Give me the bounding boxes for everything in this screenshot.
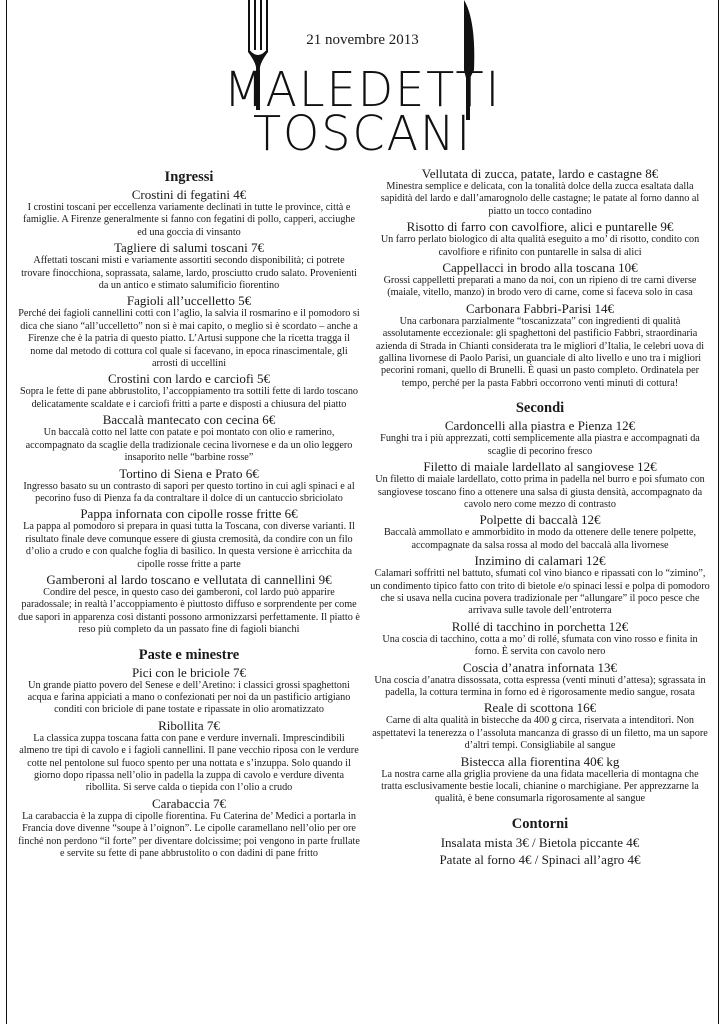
dish-name: Vellutata di zucca, patate, lardo e castagne 8€ [421,166,659,181]
dish-description: Funghi tra i più apprezzati, cotti semplicemente alla piastra e accompagnati da scaglie di pecorino fresco [380,433,700,457]
dish-description: Calamari soffritti nel battuto, sfumati col vino bianco e ripassati con lo “zimino”, un condimento tipico fatto con trito di bietole e/o spinaci lessi e polpa di pomodoro che si usava nella cucina povera tradizionale per “allungare” il poco pesce che arrivava sulle tavole dell’entroterra [370,568,710,617]
dish-description: Ingresso basato su un contrasto di sapori per questo tortino in cui agli spinaci e al pecorino fuso di Pienza fa da contraltare il dolce di un cantuccio sbriciolato [23,480,355,504]
dish-name: Rollé di tacchino in porchetta 12€ [451,618,629,634]
dish-name: Ribollita 7€ [158,717,220,733]
dish-description: Carne di alta qualità in bistecche da 400 g circa, riservata a intenditori. Non aspettatevi la tenerezza o l’assoluta mancanza di grasso di un filetto, ma un sapore d’altri tempi. Consigliabile al sangue [372,715,708,752]
dish-description: I crostini toscani per eccellenza variamente declinati in tutte le province, città e famiglie. A Firenze generalmente si fanno con fegatini di pollo, capperi, acciughe ed una goccia di vinsanto [22,202,356,238]
menu-item [370,660,710,700]
dish-name: Cardoncelli alla piastra e Pienza 12€ [444,418,636,434]
dish-name: Crostini di fegatini 4€ [131,187,247,202]
dish-description: Un farro perlato biologico di alta qualità eseguito a mo’ di risotto, condito con cavolfiore e rifinito con puntarelle in salsa di alici [380,234,700,258]
menu-item [370,754,710,806]
dish-name: Pappa infornata con cipolle rosse fritte 6€ [80,506,298,522]
menu-item [18,665,360,717]
logo-line-2: TOSCANI [252,104,473,162]
dish-name: Baccalà mantecato con cecina 6€ [102,412,276,428]
dish-name: Cappellacci in brodo alla toscana 10€ [442,260,638,276]
logo-line-1: MALEDETTI [223,60,502,118]
dish-name: Carbonara Fabbri-Parisi 14€ [465,300,615,316]
menu-item [18,371,360,411]
menu-item [18,718,360,795]
section-title-secondi: Secondi [515,400,565,417]
dish-description: Condire del pesce, in questo caso dei gamberoni, col lardo può apparire paradossale; in realtà l’accoppiamento è piuttosto diffuso e sorprendente per come due sapori in apparenza così distanti possono armonizzarsi perfettamente. Il piatto è reso più completo da un passato fine di fagioli bianchi [18,586,360,636]
menu-item [370,553,710,618]
menu-item [370,301,710,390]
dish-description: La pappa al pomodoro si prepara in quasi tutta la Toscana, con diverse varianti. Il risultato finale deve comunque essere di giusta cremosità, da condire con un filo d’olio a crudo e con qualche foglia di basilico. In questa versione è arricchita da cipolle rosse fritte a parte [23,521,355,570]
menu-item [18,796,360,861]
menu-item [18,293,360,370]
dish-description: Una coscia d’anatra dissossata, cotta espressa (venti minuti d’attesa); sgrassata in padella, la cottura termina in forno ed è rigorosamente medio sangue, rosata [374,674,706,698]
dish-description: Baccalà ammollato e ammorbidito in modo da ottenere delle tenere polpette, accompagnate da salsa rossa al modo del baccalà alla livornese [383,527,697,551]
menu-date: 21 novembre 2013 [306,32,419,48]
menu-item [18,466,360,506]
dish-name: Inzimino di calamari 12€ [474,553,606,569]
dish-name: Reale di scottona 16€ [483,700,597,716]
left-column [18,165,360,860]
contorni-line: Patate al forno 4€ / Spinaci all’agro 4€ [439,851,641,867]
section-title-ingressi: Ingressi [164,169,214,185]
right-column [370,165,710,868]
menu-item [370,260,710,300]
menu-item [370,619,710,659]
dish-description: Un grande piatto povero del Senese e dell’Aretino: i classici grossi spaghettoni acqua e farina appiciati a mano o confezionati per noi da un pastificio artigiano conditi con briciole di pane tostate e ripassate in olio aromatizzato [27,679,351,716]
dish-name: Bistecca alla fiorentina 40€ kg [460,753,620,769]
dish-name: Risotto di farro con cavolfiore, alici e puntarelle 9€ [406,219,674,235]
dish-description: Perché dei fagioli cannellini cotti con l’aglio, la salvia il rosmarino e il pomodoro si dica che siano “all’uccelletto” non si è mai capito, o meglio si è scordato – anche a Firenze che è la patria di questo piatto. L’Artusi suppone che la ricetta tragga il nome dal metodo di cottura col quale si facevano, in epoca rinascimentale, gli arrosti di uccellini [18,308,360,370]
dish-name: Polpette di baccalà 12€ [479,512,601,528]
menu-item [18,240,360,292]
menu-item [18,187,360,239]
section-title-contorni: Contorni [511,815,569,832]
dish-description: Un baccalà cotto nel latte con patate e poi montato con olio e ramerino, accompagnato da scaglie della tradizionale cecina livornese e da un olio leggero insaporito nelle “barbine rosse” [25,427,353,464]
menu-item [18,412,360,464]
dish-description: La classica zuppa toscana fatta con pane e verdure invernali. Imprescindibili almeno tre tipi di cavolo e i fagioli cannellini. Il pane vecchio riposa con le verdure cotte nel pentolone sul fuoco spento per una nottata e s’inzuppa. Solo quando il giorno dopo ripassa nell’olio in padella la zuppa di cavolo e verdure diventa ribollita. Si serve calda o tiepida con l’olio a crudo [19,732,359,794]
dish-name: Tagliere di salumi toscani 7€ [114,240,264,256]
dish-description: Affettati toscani misti e variamente assortiti secondo disponibilità; ci potrete trovare finocchiona, soprassata, salame, lardo, prosciutto crudo salato. Provenienti da un antico e stimato salumificio fiorentino [21,255,357,292]
dish-description: Una carbonara parzialmente “toscanizzata” con ingredienti di qualità assolutamente eccezionale: gli spaghettoni del pastificio Fabbri, straordinaria azienda di Strada in Chianti considerata tra le migliori d’Italia, le celebri uova di gallina livornese di Paolo Parisi, un guanciale di alto livello e uno tra i migliori pecorini romani, quello di Brunelli. È quasi un pasto completo. Ordinatela per tempo, perché per la pasta Fabbri occorrono venti minuti di cottura! [375,315,705,389]
dish-description: Un filetto di maiale lardellato, cotto prima in padella nel burro e poi sfumato con sangiovese toscano fino a ottenere una salsa di giusta densità, accompagnato da cavolo nero come mezzo di contrasto [375,474,705,510]
dish-name: Gamberoni al lardo toscano e vellutata di cannellini 9€ [46,571,332,587]
menu-item [18,506,360,571]
menu-header [0,0,725,165]
dish-name: Coscia d’anatra infornata 13€ [462,659,618,675]
dish-description: Una coscia di tacchino, cotta a mo’ di rollé, sfumata con vino rosso e finita in forno. È servita con cavolo nero [382,633,698,658]
menu-item [370,219,710,259]
dish-name: Crostini con lardo e carciofi 5€ [107,371,271,387]
dish-name: Filetto di maiale lardellato al sangiovese 12€ [423,459,657,475]
menu-item [370,459,710,511]
contorni-line: Insalata mista 3€ / Bietola piccante 4€ [440,834,640,850]
menu-item [18,572,360,637]
dish-description: Grossi cappelletti preparati a mano da noi, con un ripieno di tre carni diverse (maiale, vitello, manzo) in brodo vero di carne, come si faceva solo in casa [383,275,697,299]
dish-name: Tortino di Siena e Prato 6€ [119,465,259,481]
dish-name: Pici con le briciole 7€ [131,664,247,680]
section-title-paste: Paste e minestre [138,646,240,663]
dish-description: Sopra le fette di pane abbrustolito, l’accoppiamento tra sottili fette di lardo toscano delicatamente scaldate e i carciofi fritti a parte e disposti a chiusura del piatto [19,386,359,410]
dish-description: La nostra carne alla griglia proviene da una fidata macelleria di montagna che tratta esclusivamente bestie locali, chianine o marchigiane. Per apprezzarne la qualità, è bene consumarla rigorosamente al sangue [381,768,699,805]
dish-name: Carabaccia 7€ [152,795,226,811]
dish-name: Fagioli all’uccelletto 5€ [126,293,252,309]
menu-item [370,512,710,552]
menu-item [370,700,710,752]
dish-description: La carabaccia è la zuppa di cipolle fiorentina. Fu Caterina de’ Medici a portarla in Francia dove divenne “soupe à l’oignon”. Le cipolle caramellano nell’olio per ore finché non perdono “il forte” per diventare dolcissime; poi vengono in parte frullate e servite su fette di pane abbrustolito o con dadini di pane fritto [18,810,360,860]
menu-item [370,166,710,218]
dish-description: Minestra semplice e delicata, con la tonalità dolce della zucca esaltata dalla sapidità del lardo e dall’amarognolo delle castagne; le patate al forno danno al piatto un tocco contadino [380,181,700,217]
menu-item [370,418,710,458]
